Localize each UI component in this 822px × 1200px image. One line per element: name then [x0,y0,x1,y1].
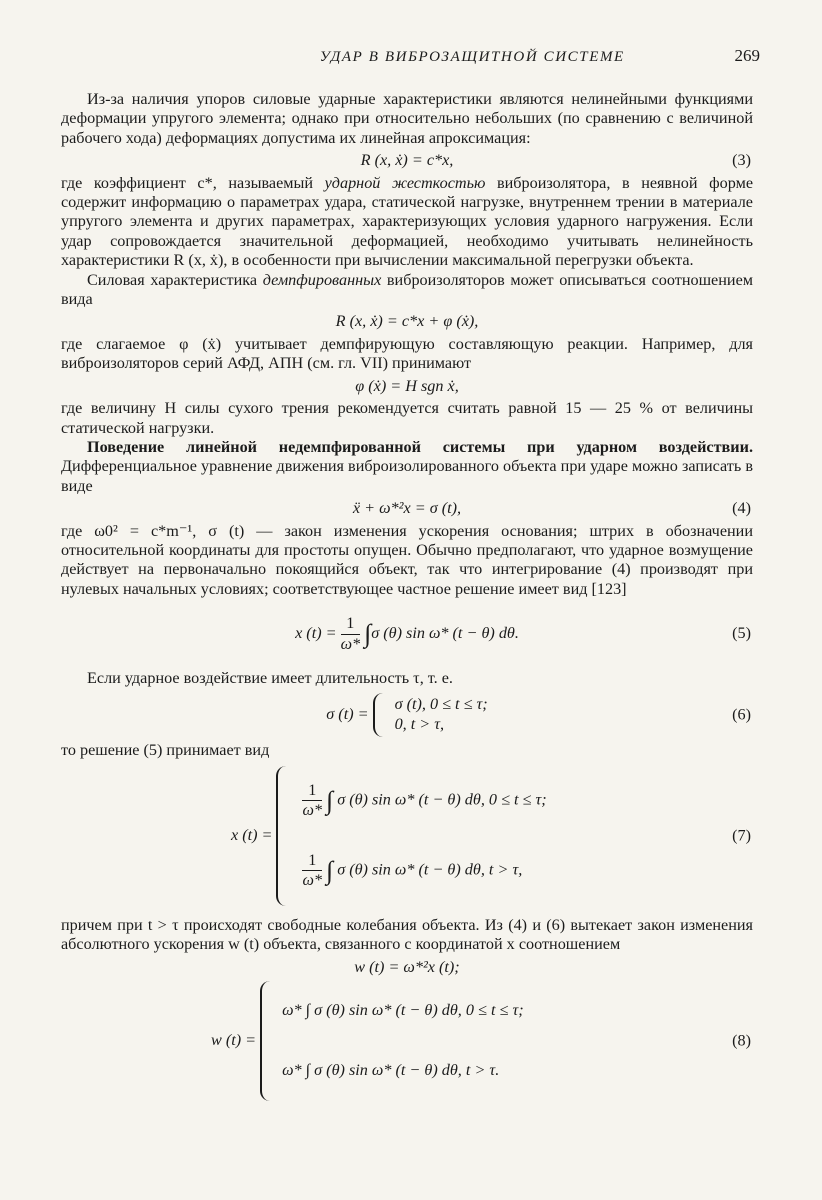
equation-8-case-2: ω* ∫ σ (θ) sin ω* (t − θ) dθ, t > τ. [282,1061,500,1080]
equation-3-number: (3) [732,151,751,170]
fraction [302,851,322,891]
equation-8-cases [282,981,524,1101]
paragraph-3 [61,271,753,310]
equation-8-top [61,958,753,977]
equation-8-case-1: ω* ∫ σ (θ) sin ω* (t − θ) dθ, 0 ≤ t ≤ τ; [282,1001,524,1020]
denominator: ω* [302,871,323,890]
equation-7-case-2-body: σ (θ) sin ω* (t − θ) dθ, t > τ, [337,860,523,879]
integral-sign: ∫ [326,855,334,885]
paragraph-2-part-a: где коэффициент c*, называемый [61,173,325,192]
paragraph-3-part-a: Силовая характеристика [87,270,263,289]
integral-sign: ∫ [326,785,334,815]
equation-6 [61,693,753,737]
numerator: 1 [302,781,322,801]
equation-4-number: (4) [732,499,751,518]
equation-5-rhs: σ (θ) sin ω* (t − θ) dθ. [371,624,519,643]
equation-6-cases [395,695,488,734]
equation-damped-body: R (x, ẋ) = c*x + φ (ẋ), [335,312,479,331]
equation-8 [211,981,753,1101]
paragraph-2-part-b: виброизолятора, в неявной форме содержит информацию о параметрах удара, статической нагрузке, внутреннем трении в материале упругого элемента и других параметрах, характеризующих условия ударного нагружения. Если удар сопровождается значительной деформацией, необходимо учитывать нелинейность характеристики R (x, ẋ), в особенности при вычислении максимальной перегрузки объекта. [61,173,754,270]
paragraph-2 [61,174,753,271]
integral-sign: ∫ [364,619,372,649]
paragraph-6 [61,438,753,496]
term-impact-stiffness: ударной жесткостью [324,173,486,192]
equation-4-body: ẍ + ω*²x = σ (t), [352,499,462,518]
equation-5-fraction [341,614,361,654]
term-damped: демпфированных [262,270,382,289]
equation-7-case-2 [298,851,546,891]
running-title: УДАР В ВИБРОЗАЩИТНОЙ СИСТЕМЕ [319,49,625,65]
paragraph-5: где величину H силы сухого трения рекомендуется считать равной 15 — 25 % от величины статической нагрузки. [61,399,753,437]
equation-5 [61,607,753,661]
equation-6-number: (6) [732,704,751,723]
equation-phi-body: φ (ẋ) = H sgn ẋ, [355,376,459,395]
paragraph-10: причем при t > τ происходят свободные колебания объекта. Из (4) и (6) вытекает закон изменения абсолютного ускорения w (t) объекта, связанного с координатой x соотношением [61,915,753,954]
brace [373,693,387,737]
equation-8-top-body: w (t) = ω*²x (t); [354,957,460,976]
equation-7-case-1-body: σ (θ) sin ω* (t − θ) dθ, 0 ≤ t ≤ τ; [337,790,547,809]
running-header [60,46,760,66]
denominator: ω* [302,801,323,820]
equation-6-case-1: σ (t), 0 ≤ t ≤ τ; [394,695,488,714]
equation-6-lhs: σ (t) = [326,704,369,723]
equation-5-numerator: 1 [341,614,361,634]
numerator: 1 [302,851,322,871]
page-body [61,90,753,1101]
equation-damped [61,312,753,331]
equation-8-lhs: w (t) = [211,1031,257,1050]
equation-5-denominator: ω* [340,634,361,653]
equation-5-number: (5) [732,624,751,643]
paragraph-9: то решение (5) принимает вид [61,740,270,759]
section-heading: Поведение линейной недемпфированной системы при ударном воздействии. [87,437,753,456]
equation-4 [61,499,753,518]
paragraph-1: Из-за наличия упоров силовые ударные характеристики являются нелинейными функциями деформации упругого элемента; однако при относительно небольших (по сравнению с величиной рабочего хода) деформациях допустима их линейная апроксимация: [61,90,753,147]
equation-7-cases [298,766,546,906]
equation-8-number: (8) [732,1031,751,1050]
equation-7-case-1 [298,781,546,821]
equation-5-body [295,607,519,661]
equation-7-lhs: x (t) = [231,826,273,845]
equation-phi [61,377,753,396]
paragraph-3-part-b: виброизоляторов может описываться соотношением вида [61,270,753,309]
equation-3-body: R (x, ẋ) = c*x, [360,151,454,170]
equation-7-number: (7) [732,826,751,845]
fraction [302,781,322,821]
paragraph-4: где слагаемое φ (ẋ) учитывает демпфирующую составляющую реакции. Например, для виброизоляторов серий АФД, АПН (см. гл. VII) принимают [61,334,753,373]
equation-7 [231,766,753,906]
equation-3 [61,151,753,170]
equation-5-lhs: x (t) = [295,624,337,643]
paragraph-8: Если ударное воздействие имеет длительность τ, т. е. [87,669,453,688]
equation-6-case-2: 0, t > τ, [394,714,445,733]
brace [260,981,274,1101]
brace [276,766,290,906]
page-number: 269 [734,46,760,65]
paragraph-6-text: Дифференциальное уравнение движения виброизолированного объекта при ударе можно записать в виде [61,457,753,495]
paragraph-7: где ω0² = c*m⁻¹, σ (t) — закон изменения ускорения основания; штрих в обозначении относительной координаты для простоты опущен. Обычно предполагают, что ударное возмущение действует на первоначально покоящийся объект, так что интегрирование (4) производят при нулевых начальных условиях; соответствующее частное решение имеет вид [123] [61,521,753,598]
